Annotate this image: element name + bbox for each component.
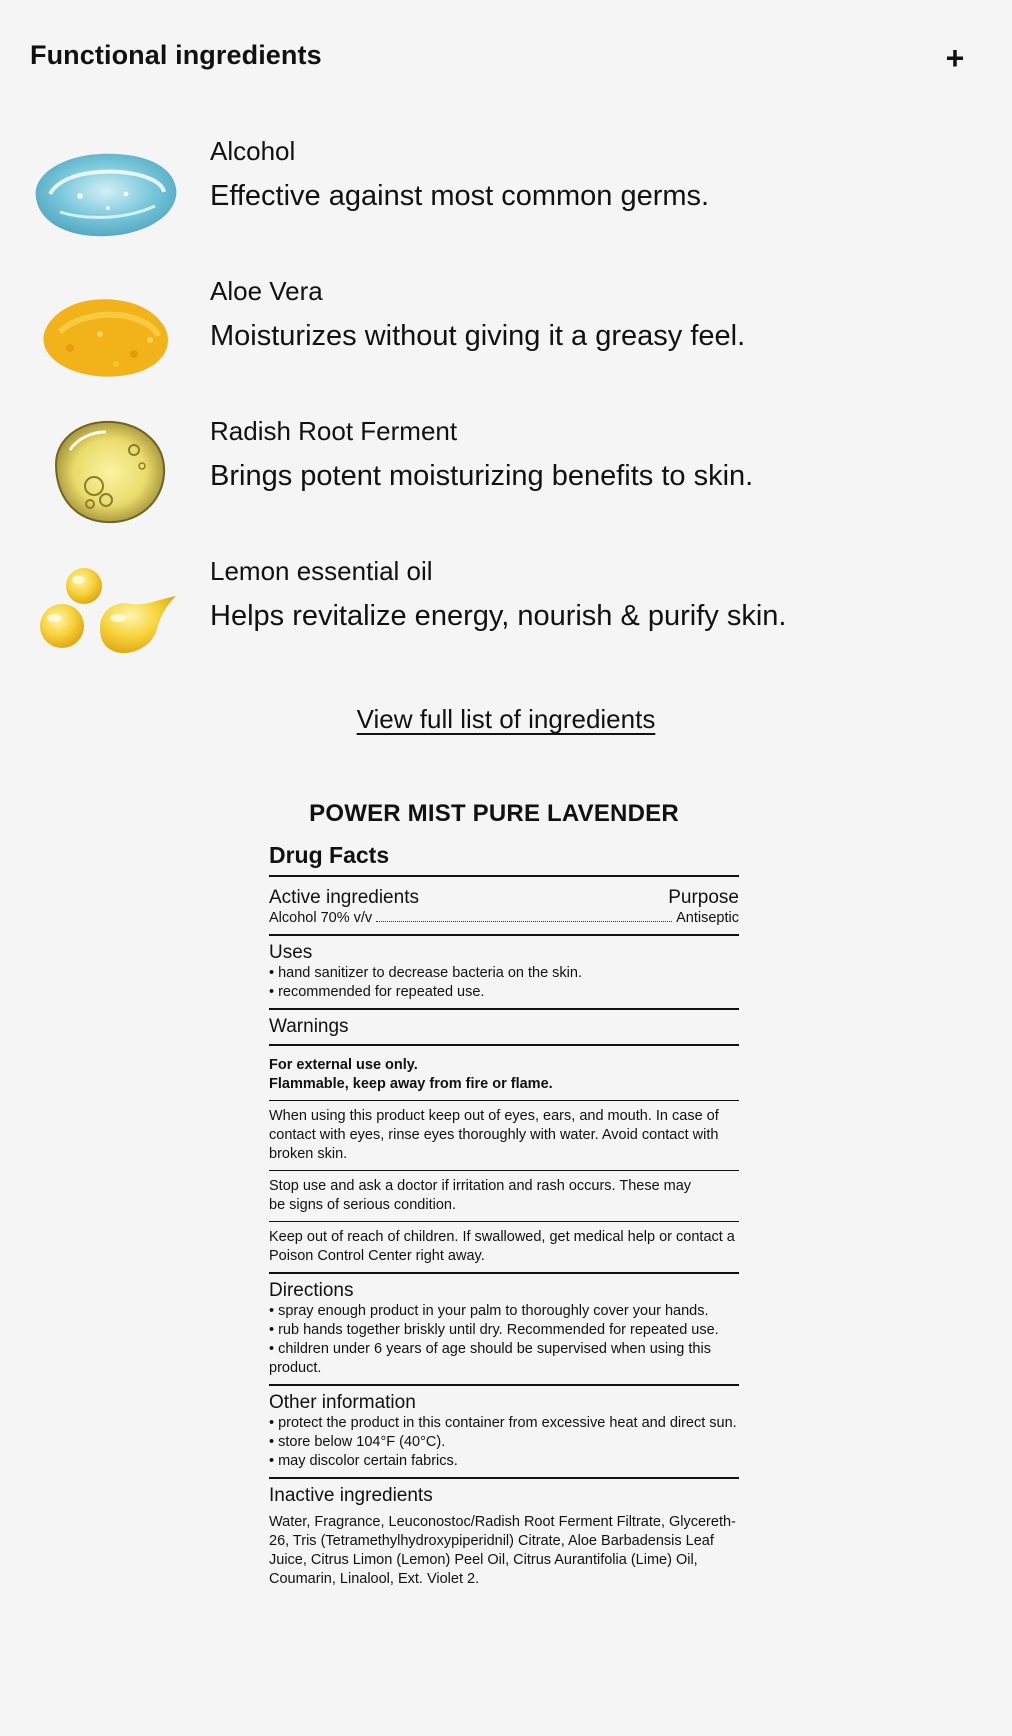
active-ingredient-purpose: Antiseptic bbox=[676, 910, 739, 926]
other-information-item: • store below 104°F (40°C). bbox=[269, 1434, 446, 1450]
ingredient-name: Lemon essential oil bbox=[210, 556, 433, 586]
directions-item: • spray enough product in your palm to thoroughly cover your hands. bbox=[269, 1303, 709, 1319]
active-ingredient-item: Alcohol 70% v/v bbox=[269, 910, 373, 926]
warning-when-using: When using this product keep out of eyes, ears, and mouth. In case of contact with eyes, rinse eyes thoroughly with water. Avoid contact with broken skin. bbox=[269, 1108, 719, 1162]
active-ingredients-heading: Active ingredients bbox=[269, 887, 419, 908]
purpose-heading: Purpose bbox=[668, 887, 739, 908]
active-ingredients-section bbox=[269, 877, 739, 934]
directions-item: • rub hands together briskly until dry. Recommended for repeated use. bbox=[269, 1322, 719, 1338]
other-information-item: • may discolor certain fabrics. bbox=[269, 1453, 458, 1469]
functional-ingredients-header[interactable] bbox=[30, 40, 990, 80]
warnings-heading: Warnings bbox=[269, 1016, 349, 1037]
view-full-list-link[interactable]: View full list of ingredients bbox=[356, 704, 656, 734]
radish-ferment-drop-icon bbox=[30, 416, 180, 526]
uses-item: • recommended for repeated use. bbox=[269, 984, 485, 1000]
drug-facts-title: Drug Facts bbox=[269, 842, 390, 868]
directions-section bbox=[269, 1274, 739, 1384]
directions-heading: Directions bbox=[269, 1280, 354, 1301]
uses-item: • hand sanitizer to decrease bacteria on the skin. bbox=[269, 965, 582, 981]
ingredient-name: Aloe Vera bbox=[210, 276, 323, 306]
ingredient-description: Brings potent moisturizing benefits to skin. bbox=[210, 460, 754, 492]
drug-facts-panel bbox=[269, 800, 739, 1595]
ingredient-item-alcohol bbox=[30, 136, 990, 266]
dot-leader bbox=[376, 921, 672, 922]
directions-item: • children under 6 years of age should be supervised when using this product. bbox=[269, 1341, 711, 1376]
ingredient-item-radish-root-ferment bbox=[30, 416, 990, 546]
other-information-heading: Other information bbox=[269, 1392, 416, 1413]
ingredient-description: Helps revitalize energy, nourish & purify skin. bbox=[210, 600, 787, 632]
other-information-item: • protect the product in this container from excessive heat and direct sun. bbox=[269, 1415, 737, 1431]
warning-external: For external use only. bbox=[269, 1057, 418, 1073]
product-title: POWER MIST PURE LAVENDER bbox=[309, 800, 679, 827]
warning-flammable: Flammable, keep away from fire or flame. bbox=[269, 1076, 553, 1092]
warning-stop-use-line1: Stop use and ask a doctor if irritation and rash occurs. These may bbox=[269, 1178, 692, 1194]
inactive-ingredients-text: Water, Fragrance, Leuconostoc/Radish Root Ferment Filtrate, Glycereth-26, Tris (Tetramethylhydroxypiperidnil) Citrate, Aloe Barbadensis Leaf Juice, Citrus Limon (Lemon) Peel Oil, Citrus Aurantifolia (Lime) Oil, Coumarin, Linalool, Ext. Violet 2. bbox=[269, 1514, 736, 1587]
uses-section bbox=[269, 936, 739, 1008]
view-full-list-container bbox=[0, 704, 1012, 735]
warning-when-using-block bbox=[269, 1101, 739, 1170]
alcohol-gel-icon bbox=[30, 136, 180, 246]
ingredient-name: Radish Root Ferment bbox=[210, 416, 458, 446]
ingredient-description: Effective against most common germs. bbox=[210, 180, 710, 212]
ingredient-item-aloe-vera bbox=[30, 276, 990, 406]
inactive-ingredients-section bbox=[269, 1479, 739, 1595]
warning-stop-use-block bbox=[269, 1171, 739, 1221]
warnings-section bbox=[269, 1010, 739, 1044]
warning-keep-out: Keep out of reach of children. If swallowed, get medical help or contact a Poison Control Center right away. bbox=[269, 1229, 735, 1264]
ingredient-name: Alcohol bbox=[210, 136, 296, 166]
uses-heading: Uses bbox=[269, 942, 313, 963]
ingredient-item-lemon-essential-oil bbox=[30, 556, 990, 686]
ingredient-description: Moisturizes without giving it a greasy feel. bbox=[210, 320, 746, 352]
lemon-oil-drops-icon bbox=[30, 556, 180, 666]
warning-external-block bbox=[269, 1046, 739, 1100]
aloe-powder-icon bbox=[30, 276, 180, 386]
section-title: Functional ingredients bbox=[30, 40, 322, 70]
expand-plus-icon[interactable]: + bbox=[945, 40, 965, 76]
inactive-ingredients-heading: Inactive ingredients bbox=[269, 1485, 433, 1506]
warning-keep-out-block bbox=[269, 1222, 739, 1272]
warning-stop-use-line2: be signs of serious condition. bbox=[269, 1197, 456, 1213]
other-information-section bbox=[269, 1386, 739, 1477]
